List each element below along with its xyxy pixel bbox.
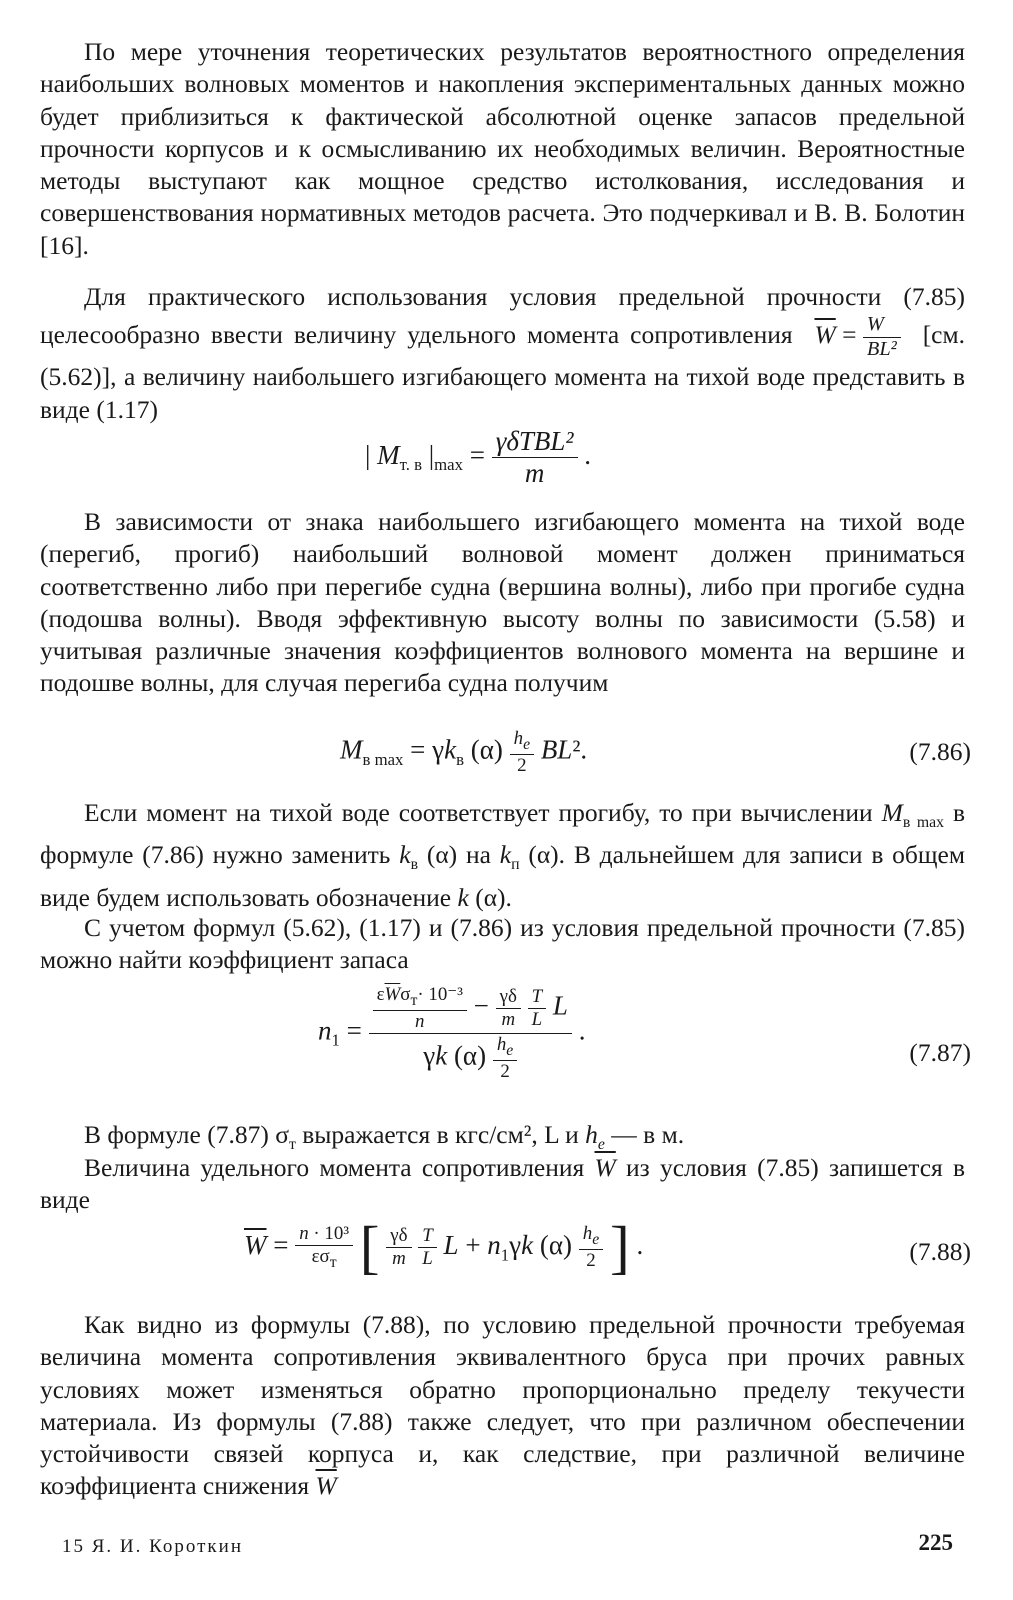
- footer-signature: 15 Я. И. Короткин: [62, 1536, 243, 1557]
- paragraph-4: Если момент на тихой воде соответствует прогибу, то при вычислении $M_{в max}$ в формуле (7.86) нужно заменить $k_в$ (α) на $k_п$ (α). В дальнейшем для записи в общем виде будем использовать обозначение k (α).: [40, 798, 966, 912]
- formula-7-88: $\overline{W}$ = $\frac{\text{n · 10³}}{\varepsilon\sigma_т}$ [ $\frac{\gamma\delta}{m}$ $\frac{T}{L}$ $L + n_1\gamma k$ (α) $\frac{h_e}{2}$ ] .: [244, 1214, 644, 1280]
- paragraph-7: Величина удельного момента сопротивления $\overline{W}$ из условия (7.85) запишется в виде: [40, 1153, 966, 1215]
- equation-number-7-87: (7.87): [909, 1038, 971, 1067]
- paragraph-5: С учетом формул (5.62), (1.17) и (7.86) из условия предельной прочности (7.85) можно найти коэффициент запаса: [40, 913, 965, 975]
- formula-mtv: | $M_{т. в}$ $|_{max}$ = $\frac{\text{γδTBL²}}{m}$ .: [365, 426, 591, 489]
- paragraph-3: В зависимости от знака наибольшего изгибающего момента на тихой воде (перегиб, прогиб) наибольший волновой момент должен приниматься соответственно либо при перегибе судна (вершина волны), либо при прогибе судна (подошва волны). Вводя эффективную высоту волны по зависимости (5.58) и учитывая различные значения коэффициентов волнового момента на вершине и подошве волны, для случая перегиба судна получим: [40, 507, 965, 698]
- page-number: 225: [918, 1530, 953, 1555]
- paragraph-2: Для практического использования условия предельной прочности (7.85) целесообразно ввести величину удельного момента сопротивления $\overline{W}$ = $\frac{W}{\text{BL²}}$ [см. (5.62)], а величину наибольшего изгибающего момента на тихой воде представить в виде (1.17): [40, 282, 966, 424]
- paragraph-1: По мере уточнения теоретических результатов вероятностного определения наибольших волновых моментов и накопления экспериментальных данных можно будет приблизиться к фактической абсолютной оценке запасов предельной прочности корпусов и к осмысливанию их необходимых величин. Вероятностные методы выступают как мощное средство истолкования, исследования и совершенствования нормативных методов расчета. Это подчеркивал и В. В. Болотин [16].: [40, 37, 965, 260]
- formula-7-87: $n_1$ = $\frac{\varepsilon\overline{W}\sigma_т\cdot 10^{-3}}{n}$ − $\frac{\gamma\delta}{m}$ $\frac{T}{L}$ L γk (α) $\frac{h_e}{2}$ .: [318, 984, 586, 1082]
- equation-number-7-88: (7.88): [909, 1237, 971, 1266]
- paragraph-6: В формуле (7.87) $\sigma_т$ выражается в кгс/см², L и $h_e$ — в м.: [84, 1120, 685, 1154]
- paragraph-8: Как видно из формулы (7.88), по условию предельной прочности требуемая величина момента сопротивления эквивалентного бруса при прочих равных условиях может изменяться обратно пропорционально пределу текучести материала. Из формулы (7.88) также следует, что при различном обеспечении устойчивости связей корпуса и, как следствие, при различной величине коэффициента снижения $\overline{W}$: [40, 1310, 965, 1501]
- formula-7-86: $M_{в max} = \gamma k_в$ (α) $\frac{h_e}{2}$ BL².: [340, 728, 588, 776]
- inline-formula-w: $\overline{W}$ = $\frac{W}{\text{BL²}}$: [814, 313, 900, 361]
- equation-number-7-86: (7.86): [909, 737, 971, 766]
